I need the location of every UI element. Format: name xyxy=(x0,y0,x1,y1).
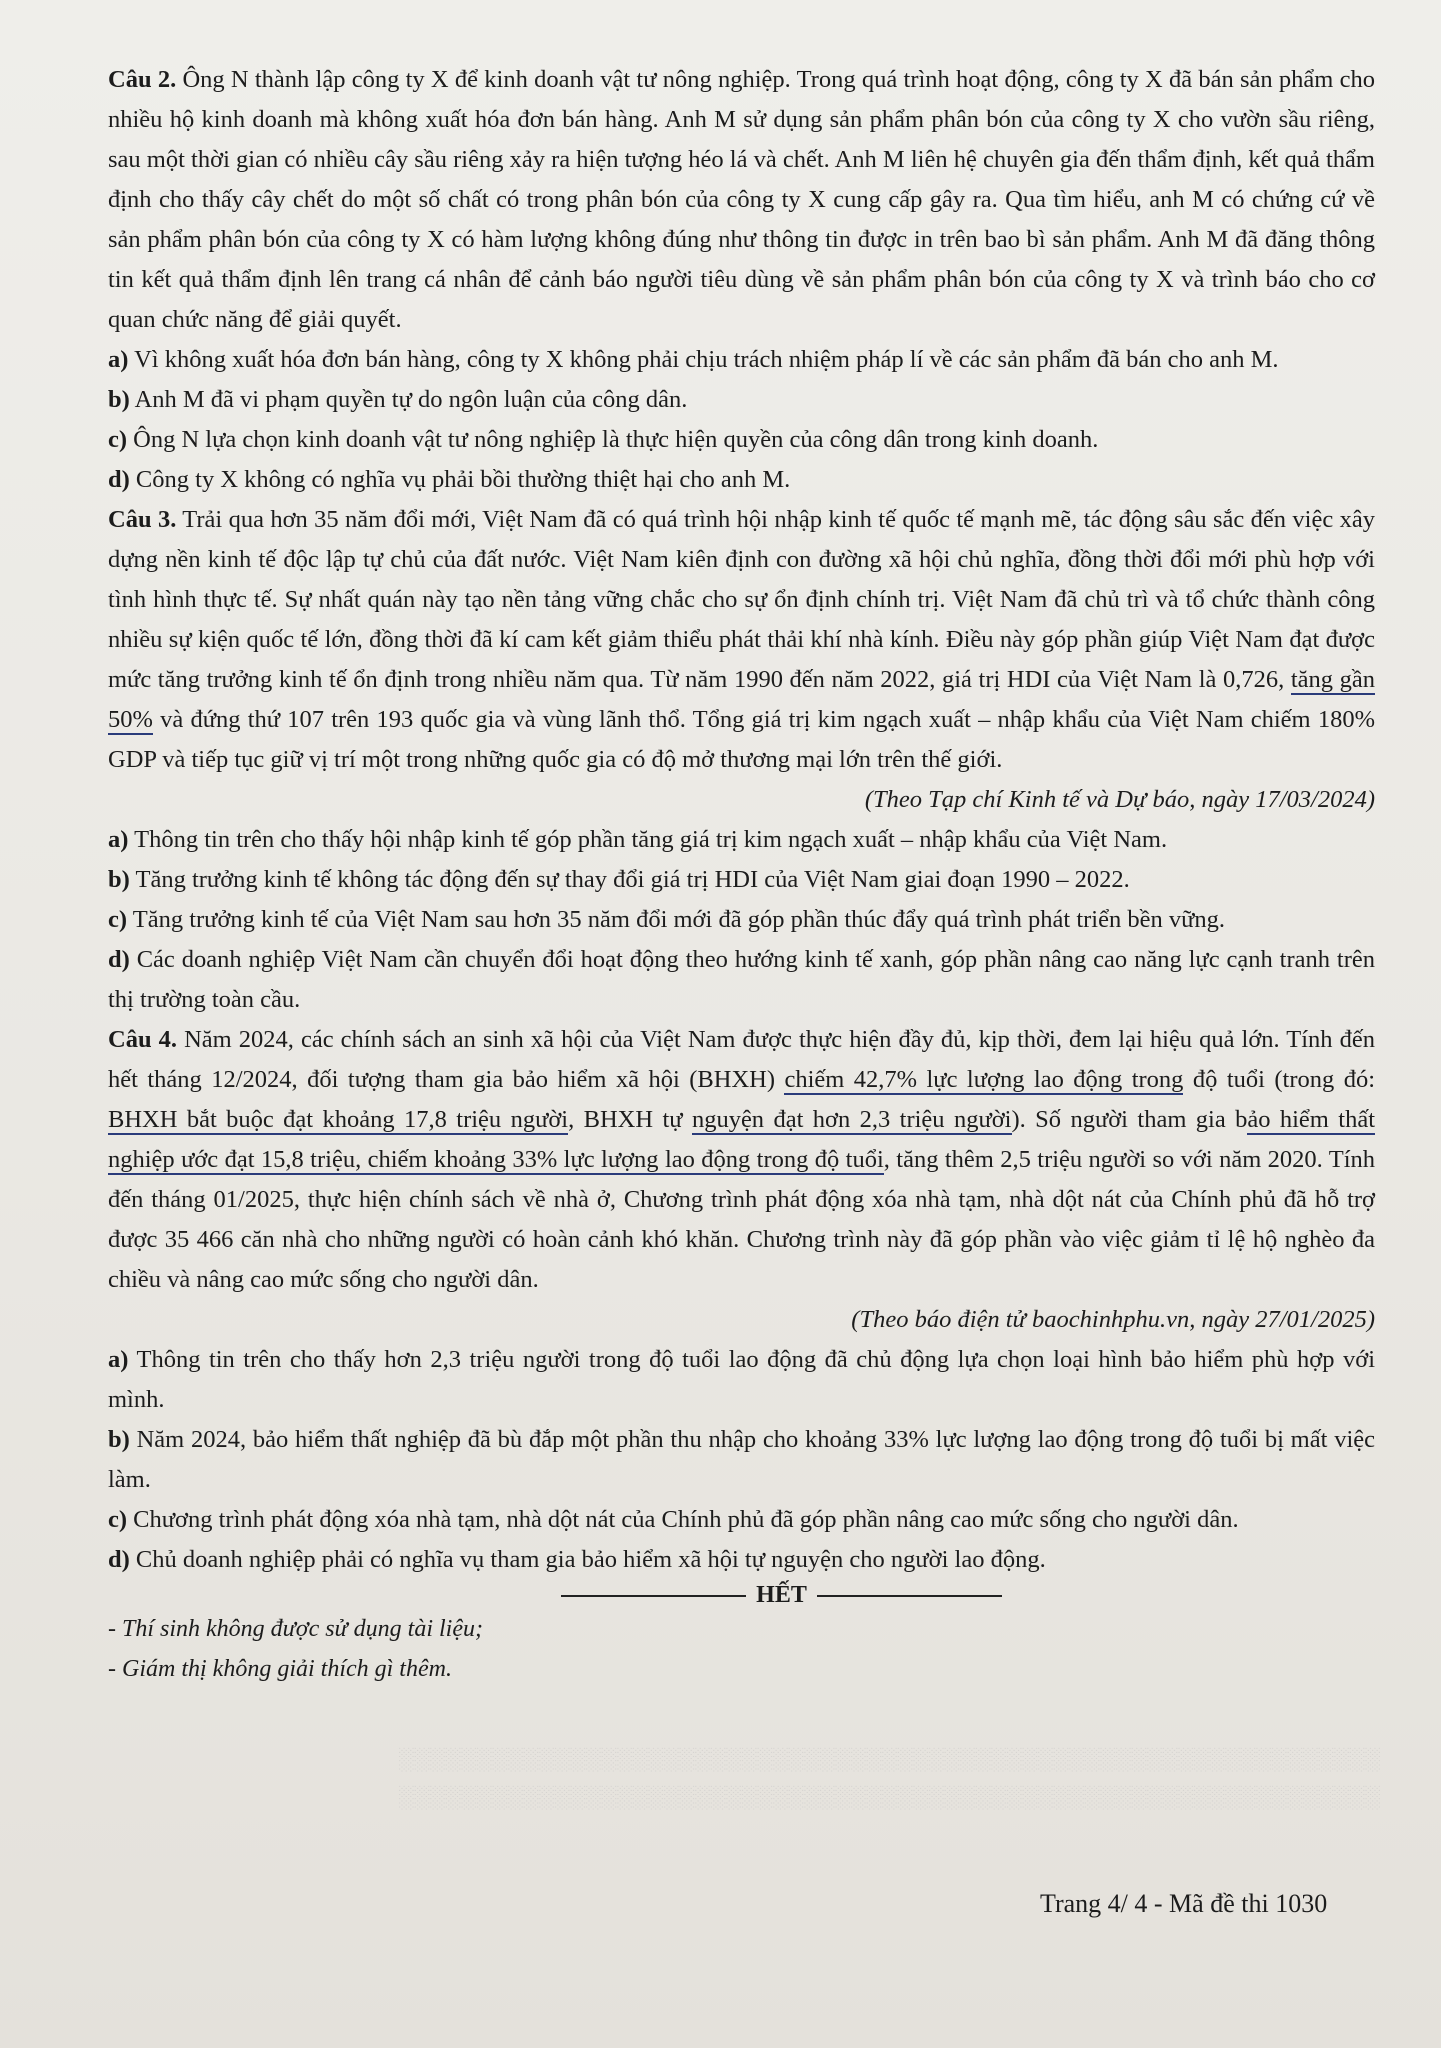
question-2-option-b xyxy=(108,380,1375,420)
option-label: c) xyxy=(108,906,128,933)
question-3-source: (Theo Tạp chí Kinh tế và Dự báo, ngày 17/03/2024) xyxy=(864,786,1375,813)
question-4-text-part: Năm 2024, các chính sách an sinh xã hội của Việt Nam được thực hiện đầy đủ, kịp thời, đem lại hiệu quả lớn. Tính đến hết tháng 12/2024, đối tượng tham gia bảo hiểm xã hội (BHXH) xyxy=(108,1026,1375,1093)
question-3-option-c xyxy=(108,900,1375,940)
option-text: Anh M đã vi phạm quyền tự do ngôn luận của công dân. xyxy=(134,386,688,413)
question-4-text-part: ). Số người tham gia b xyxy=(1011,1106,1248,1133)
question-3-option-b xyxy=(108,860,1375,900)
option-text: Thông tin trên cho thấy hơn 2,3 triệu người trong độ tuổi lao động đã chủ động lựa chọn loại hình bảo hiểm phù hợp với mình. xyxy=(108,1346,1376,1413)
handwritten-underline: chiếm 42,7% lực lượng lao động trong xyxy=(784,1066,1184,1093)
question-4-text-part: , BHXH tự xyxy=(568,1106,692,1133)
question-2 xyxy=(108,60,1375,500)
question-4-text-part: , tăng thêm 2,5 triệu người so với năm 2020. Tính đến tháng 01/2025, thực hiện chính sách về nhà ở, Chương trình phát động xóa nhà tạm, nhà dột nát của Chính phủ đã hỗ trợ được 35 466 căn nhà cho những người có hoàn cảnh khó khăn. Chương trình này đã góp phần vào việc giảm tỉ lệ hộ nghèo đa chiều và nâng cao mức sống cho người dân. xyxy=(108,1146,1375,1293)
exam-note-1: - Thí sinh không được sử dụng tài liệu; xyxy=(108,1616,483,1642)
divider xyxy=(561,1595,746,1597)
question-4-label: Câu 4. xyxy=(108,1026,178,1053)
question-2-option-a xyxy=(108,340,1375,380)
option-text: Tăng trưởng kinh tế của Việt Nam sau hơn 35 năm đổi mới đã góp phần thúc đẩy quá trình phát triển bền vững. xyxy=(132,906,1226,933)
question-4-option-a xyxy=(108,1340,1375,1420)
handwritten-underline: ảo hiểm thất nghiệp ước đạt 15,8 triệu, chiếm khoảng 33% lực lượng lao động trong độ tuổi xyxy=(108,1106,1375,1173)
question-3-text-part: và đứng thứ 107 trên 193 quốc gia và vùng lãnh thổ. Tổng giá trị kim ngạch xuất – nhập khẩu của Việt Nam chiếm 180% GDP và tiếp tục giữ vị trí một trong những quốc gia có độ mở thương mại lớn trên thế giới. xyxy=(108,706,1375,773)
handwritten-underline: tăng gần 50% xyxy=(108,666,1375,733)
option-label: a) xyxy=(108,1346,129,1373)
option-text: Vì không xuất hóa đơn bán hàng, công ty X không phải chịu trách nhiệm pháp lí về các sản phẩm đã bán cho anh M. xyxy=(134,346,1279,373)
option-label: b) xyxy=(108,386,130,413)
handwritten-underline: nguyện đạt hơn 2,3 triệu người xyxy=(691,1106,1012,1133)
question-3-option-a xyxy=(108,820,1375,860)
question-4 xyxy=(108,1020,1375,1580)
option-label: d) xyxy=(108,466,130,493)
option-label: c) xyxy=(108,426,128,453)
question-4-option-b xyxy=(108,1420,1375,1500)
reverse-side-bleed-through: ░░░░░░░░░░░░░░░░░░░░░░░░░░░░░░░░░░░░░░░░░░░░░░░░░░░░░░░░░░░░░░░ ░░░░░░░░░░░░░░░░░░░░░░░░░░░░░░░░░░░░░░░░░░░░░░░░░░░░░░░░░░░░░░░ xyxy=(399,1746,1381,1809)
question-4-option-d xyxy=(108,1540,1375,1580)
option-text: Ông N lựa chọn kinh doanh vật tư nông nghiệp là thực hiện quyền của công dân trong kinh doanh. xyxy=(133,426,1099,453)
question-3 xyxy=(108,500,1375,1020)
question-4-option-c xyxy=(108,1500,1375,1540)
option-label: d) xyxy=(108,946,130,973)
option-text: Công ty X không có nghĩa vụ phải bồi thường thiệt hại cho anh M. xyxy=(135,466,791,493)
question-3-option-d xyxy=(108,940,1375,1020)
divider xyxy=(817,1595,1002,1597)
question-4-source: (Theo báo điện tử baochinhphu.vn, ngày 27/01/2025) xyxy=(851,1306,1375,1333)
option-label: b) xyxy=(108,1426,130,1453)
option-text: Tăng trưởng kinh tế không tác động đến sự thay đổi giá trị HDI của Việt Nam giai đoạn 1990 – 2022. xyxy=(135,866,1130,893)
option-label: c) xyxy=(108,1506,128,1533)
end-label: HẾT xyxy=(756,1582,807,1608)
option-label: d) xyxy=(108,1546,130,1573)
question-3-stem xyxy=(108,500,1375,780)
end-marker xyxy=(108,1582,1375,1609)
question-4-stem xyxy=(108,1020,1375,1300)
page-footer: Trang 4/ 4 - Mã đề thi 1030 xyxy=(1040,1889,1328,1918)
question-2-option-c xyxy=(108,420,1375,460)
option-text: Chương trình phát động xóa nhà tạm, nhà dột nát của Chính phủ đã góp phần nâng cao mức sống cho người dân. xyxy=(133,1506,1239,1533)
option-text: Năm 2024, bảo hiểm thất nghiệp đã bù đắp một phần thu nhập cho khoảng 33% lực lượng lao động trong độ tuổi bị mất việc làm. xyxy=(108,1426,1376,1493)
question-3-text-part: Trải qua hơn 35 năm đổi mới, Việt Nam đã có quá trình hội nhập kinh tế quốc tế mạnh mẽ, tác động sâu sắc đến việc xây dựng nền kinh tế độc lập tự chủ của đất nước. Việt Nam kiên định con đường xã hội chủ nghĩa, đồng thời đổi mới phù hợp với tình hình thực tế. Sự nhất quán này tạo nền tảng vững chắc cho sự ổn định chính trị. Việt Nam đã chủ trì và tổ chức thành công nhiều sự kiện quốc tế lớn, đồng thời đã kí cam kết giảm thiểu phát thải khí nhà kính. Điều này góp phần giúp Việt Nam đạt được mức tăng trưởng kinh tế ổn định trong nhiều năm qua. Từ năm 1990 đến năm 2022, giá trị HDI của Việt Nam là 0,726, xyxy=(108,506,1375,693)
option-label: a) xyxy=(108,826,129,853)
question-4-text-part: độ tuổi (trong đó: xyxy=(1183,1066,1376,1093)
question-2-option-d xyxy=(108,460,1375,500)
question-3-label: Câu 3. xyxy=(108,506,177,533)
exam-note-2: - Giám thị không giải thích gì thêm. xyxy=(108,1656,452,1682)
option-label: b) xyxy=(108,866,130,893)
option-label: a) xyxy=(108,346,129,373)
question-2-text: Ông N thành lập công ty X để kinh doanh vật tư nông nghiệp. Trong quá trình hoạt động, công ty X đã bán sản phẩm cho nhiều hộ kinh doanh mà không xuất hóa đơn bán hàng. Anh M sử dụng sản phẩm phân bón của công ty X cho vườn sầu riêng, sau một thời gian có nhiều cây sầu riêng xảy ra hiện tượng héo lá và chết. Anh M liên hệ chuyên gia đến thẩm định, kết quả thẩm định cho thấy cây chết do một số chất có trong phân bón của công ty X cung cấp gây ra. Qua tìm hiểu, anh M có chứng cứ về sản phẩm phân bón của công ty X có hàm lượng không đúng như thông tin được in trên bao bì sản phẩm. Anh M đã đăng thông tin kết quả thẩm định lên trang cá nhân để cảnh báo người tiêu dùng về sản phẩm phân bón của công ty X và trình báo cho cơ quan chức năng để giải quyết. xyxy=(108,66,1375,333)
option-text: Thông tin trên cho thấy hội nhập kinh tế góp phần tăng giá trị kim ngạch xuất – nhập khẩu của Việt Nam. xyxy=(134,826,1168,853)
handwritten-underline: BHXH bắt buộc đạt khoảng 17,8 triệu người xyxy=(108,1106,569,1133)
option-text: Các doanh nghiệp Việt Nam cần chuyển đổi hoạt động theo hướng kinh tế xanh, góp phần nâng cao năng lực cạnh tranh trên thị trường toàn cầu. xyxy=(108,946,1376,1013)
question-2-label: Câu 2. xyxy=(108,66,177,93)
option-text: Chủ doanh nghiệp phải có nghĩa vụ tham gia bảo hiểm xã hội tự nguyện cho người lao động. xyxy=(135,1546,1046,1573)
question-2-stem xyxy=(108,60,1375,340)
